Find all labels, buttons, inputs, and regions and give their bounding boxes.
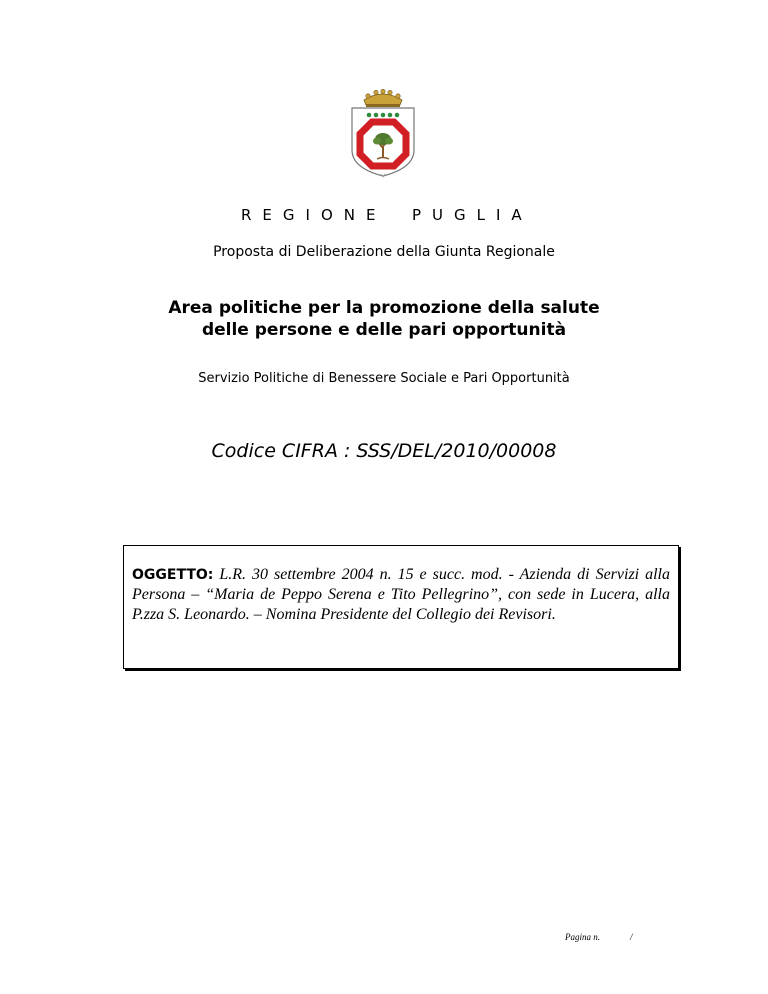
area-title — [0, 297, 768, 341]
region-word-regione: REGIONE — [241, 206, 387, 224]
page-footer — [565, 932, 633, 942]
servizio-name: Servizio Politiche di Benessere Sociale e Pari Opportunità — [198, 371, 570, 386]
area-title-line1: Area politiche per la promozione della salute — [168, 298, 600, 318]
oggetto-paragraph — [132, 565, 670, 625]
oggetto-box — [123, 545, 679, 669]
codice-cifra: Codice CIFRA : SSS/DEL/2010/00008 — [211, 440, 557, 462]
oggetto-label: OGGETTO: — [132, 567, 214, 583]
oggetto-text: L.R. 30 settembre 2004 n. 15 e succ. mod. - Azienda di Servizi alla Persona – “Maria de Peppo Serena e Tito Pellegrino”, con sede in Lucera, alla P.zza S. Leonardo. – Nomina Presidente del Collegio dei Revisori. — [132, 566, 670, 623]
page-number-separator: / — [630, 932, 633, 942]
area-title-line2: delle persone e delle pari opportunità — [201, 320, 567, 340]
regione-puglia-emblem-icon — [346, 86, 420, 178]
proposal-subtitle: Proposta di Deliberazione della Giunta Regionale — [213, 244, 555, 260]
region-word-puglia: PUGLIA — [412, 206, 533, 224]
page-number-label: Pagina n. — [565, 932, 600, 942]
crown-icon — [364, 89, 402, 107]
